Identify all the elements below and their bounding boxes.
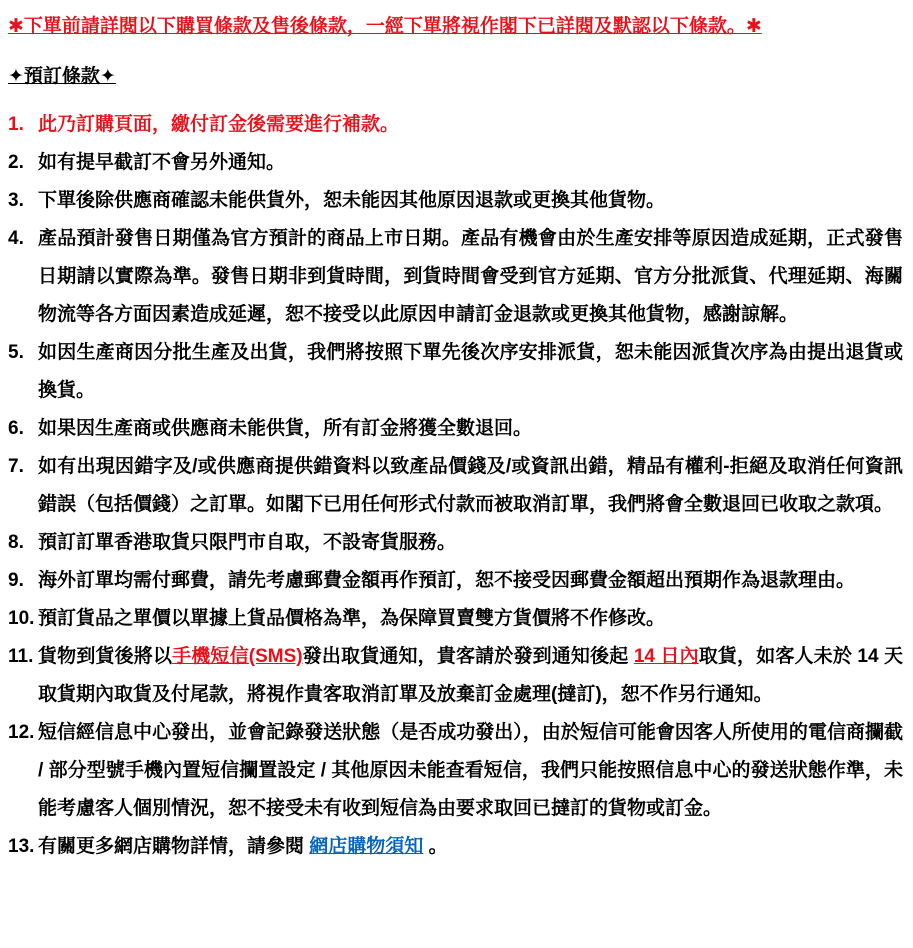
purchase-notice-title: ✱下單前請詳閱以下購買條款及售後條款，一經下單將視作閣下已詳閱及默認以下條款。✱ [8, 16, 762, 37]
term-item-5 [8, 334, 903, 410]
term-item-8 [8, 524, 903, 562]
term-text: 如有出現因錯字及/或供應商提供錯資料以致產品價錢及/或資訊出錯，精品有權利-拒絕及取消任何資訊錯誤（包括價錢）之訂單。如閣下已用任何形式付款而被取消訂單，我們將會全數退回已收取之款項。 [38, 456, 903, 515]
term-item-12 [8, 714, 903, 828]
term-text: 如有提早截訂不會另外通知。 [38, 152, 286, 173]
term-item-1 [8, 106, 903, 144]
term-item-9 [8, 562, 903, 600]
term-text: 海外訂單均需付郵費，請先考慮郵費金額再作預訂，恕不接受因郵費金額超出預期作為退款理由。 [38, 570, 856, 591]
term-item-6 [8, 410, 903, 448]
term-number: 5. [8, 342, 24, 363]
term-item-2 [8, 144, 903, 182]
term-text-segment: 。 [423, 836, 448, 857]
term-item-7 [8, 448, 903, 524]
term-text: 產品預計發售日期僅為官方預計的商品上市日期。產品有機會由於生產安排等原因造成延期，正式發售日期請以實際為準。發售日期非到貨時間，到貨時間會受到官方延期、官方分批派貨、代理延期、海關物流等各方面因素造成延遲，恕不接受以此原因申請訂金退款或更換其他貨物，感謝諒解。 [38, 228, 903, 325]
term-number: 3. [8, 190, 24, 211]
term-text-segment: 貨物到貨後將以 [38, 646, 173, 667]
term-item-3 [8, 182, 903, 220]
term-text: 此乃訂購頁面，繳付訂金後需要進行補款。 [38, 114, 400, 135]
term-number: 8. [8, 532, 24, 553]
term-item-4 [8, 220, 903, 334]
shop-guide-link[interactable]: 網店購物須知 [309, 836, 424, 857]
term-number: 4. [8, 228, 24, 249]
term-text-segment: 發出取貨通知，貴客請於發到通知後起 [302, 646, 634, 667]
term-text: 短信經信息中心發出，並會記錄發送狀態（是否成功發出），由於短信可能會因客人所使用的電信商攔截 / 部分型號手機內置短信攔置設定 / 其他原因未能查看短信，我們只能按照信息中心的發送狀態作準，未能考慮客人個別情況，恕不接受未有收到短信為由要求取回已撻訂的貨物或訂金。 [38, 722, 903, 819]
term-text: 如因生產商因分批生產及出貨，我們將按照下單先後次序安排派貨，恕未能因派貨次序為由提出退貨或換貨。 [38, 342, 903, 401]
term-text: 預訂訂單香港取貨只限門市自取，不設寄貨服務。 [38, 532, 457, 553]
term-number: 2. [8, 152, 24, 173]
term-item-13 [8, 828, 903, 866]
term-text [38, 638, 903, 714]
term-number: 6. [8, 418, 24, 439]
section-header-wrap [8, 58, 903, 104]
preorder-terms-section-title: ✦預訂條款✦ [8, 66, 116, 87]
term-text: 預訂貨品之單價以單據上貨品價格為準，為保障買賣雙方貨價將不作修改。 [38, 608, 666, 629]
term-number: 1. [8, 114, 24, 135]
sms-highlight: 手機短信(SMS) [172, 646, 303, 667]
term-item-10 [8, 600, 903, 638]
terms-list [8, 106, 903, 866]
term-number: 12. [8, 722, 35, 743]
term-text-segment: 取貨，如客人未於 14 天取貨期內取貨及付尾款，將視作貴客取消訂單及放棄訂金處理(撻訂)，恕不作另行通知。 [38, 646, 903, 705]
term-number: 13. [8, 836, 35, 857]
term-text-segment: 有關更多網店購物詳情，請參閱 [38, 836, 310, 857]
term-number: 10. [8, 608, 35, 629]
pickup-days-highlight: 14 日內 [633, 646, 699, 667]
term-text: 如果因生產商或供應商未能供貨，所有訂金將獲全數退回。 [38, 418, 533, 439]
term-number: 11. [8, 646, 34, 667]
term-text: 下單後除供應商確認未能供貨外，恕未能因其他原因退款或更換其他貨物。 [38, 190, 666, 211]
term-number: 9. [8, 570, 24, 591]
term-text [38, 828, 903, 866]
term-number: 7. [8, 456, 24, 477]
term-item-11 [8, 638, 903, 714]
